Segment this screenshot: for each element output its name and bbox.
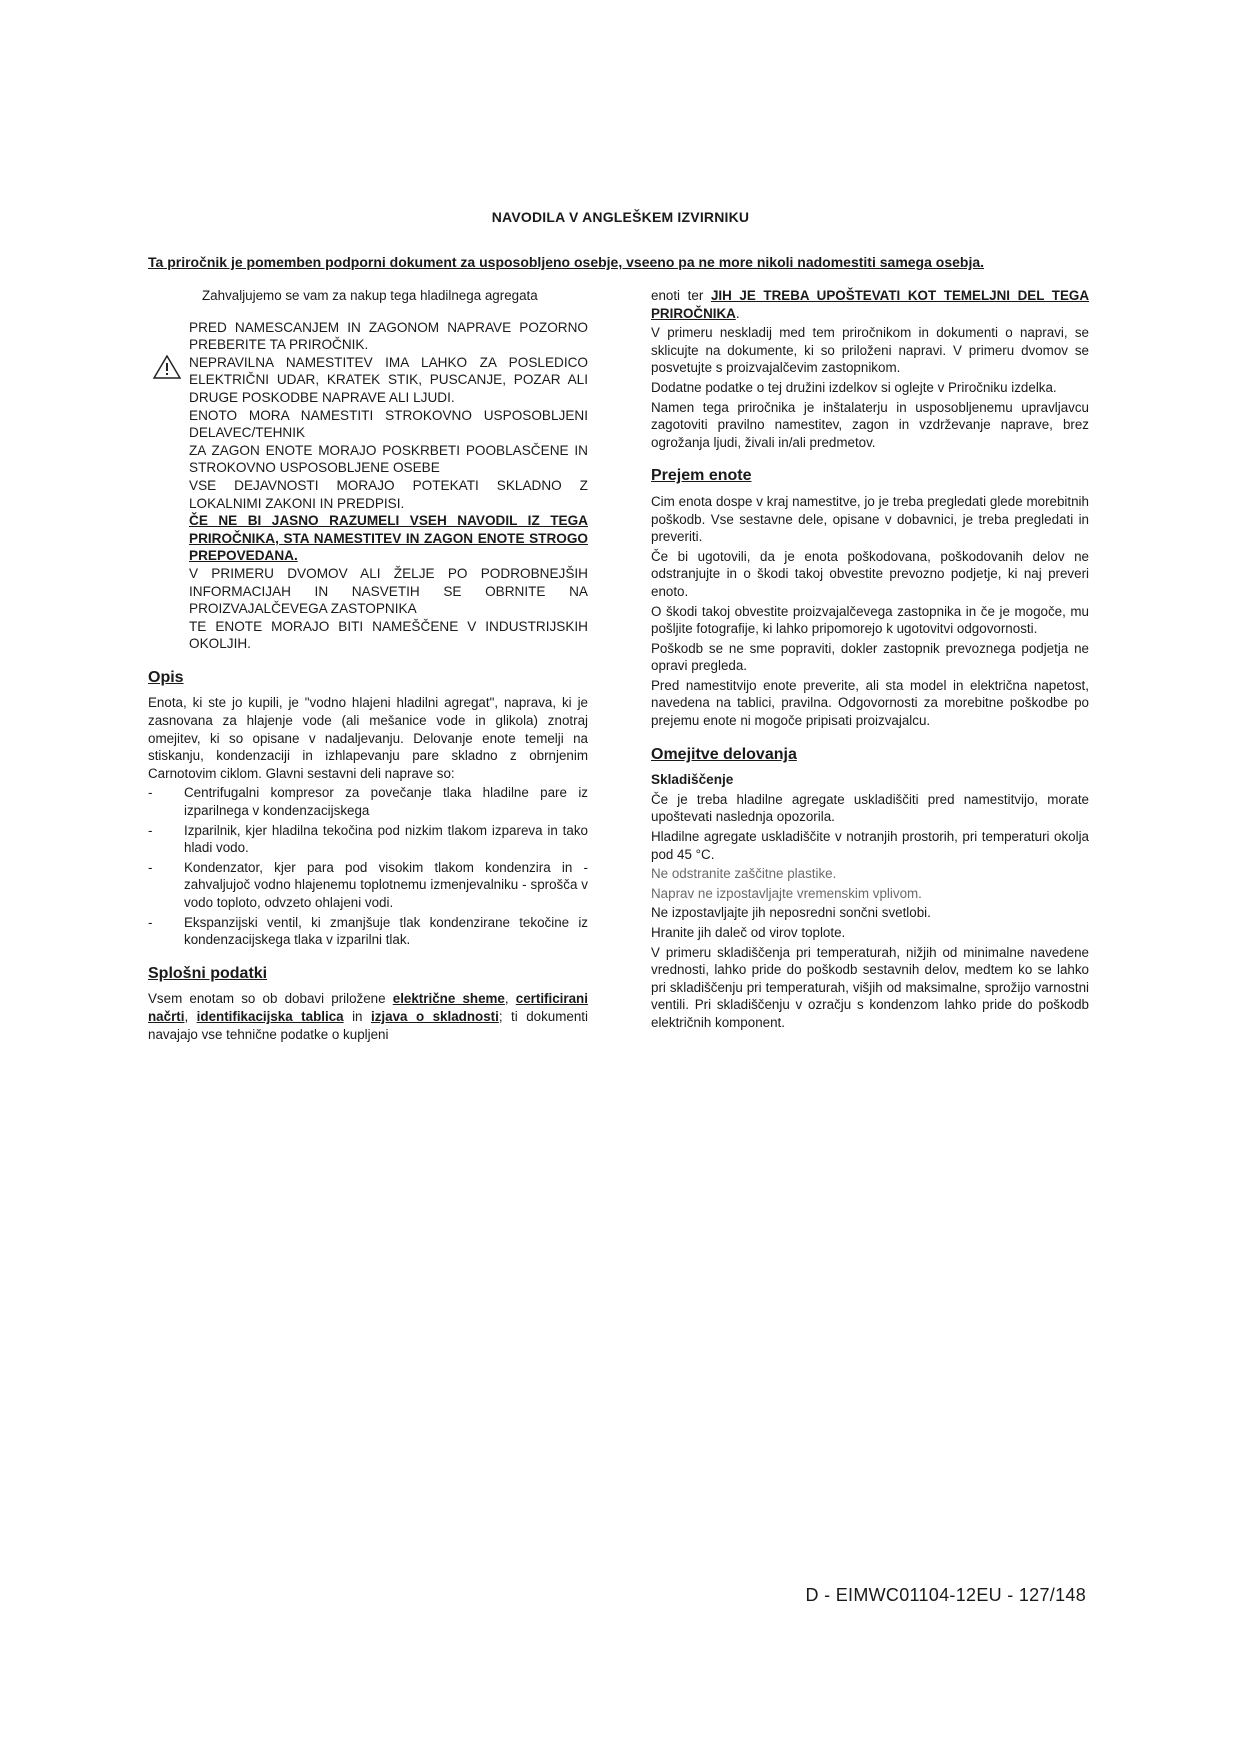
paragraph: Če je treba hladilne agregate uskladiščiti pred namestitvijo, morate upoštevati naslednja opozorila. (651, 791, 1089, 825)
safety-warning-block (148, 319, 588, 653)
continuation-text: enoti ter JIH JE TREBA UPOŠTEVATI KOT TEMELJNI DEL TEGA PRIROČNIKA. (651, 288, 1090, 321)
left-column (148, 287, 588, 1045)
warning-line: ENOTO MORA NAMESTITI STROKOVNO USPOSOBLJENI DELAVEC/TEHNIK (189, 407, 588, 441)
warning-line: ZA ZAGON ENOTE MORAJO POSKRBETI POOBLASČENE IN STROKOVNO USPOSOBLJENE OSEBE (189, 442, 588, 476)
page-footer: D - EIMWC01104-12EU - 127/148 (805, 1585, 1086, 1605)
subsection-heading-skladiscenje: Skladiščenje (651, 772, 734, 788)
paragraph: V primeru skladiščenja pri temperaturah, nižjih od minimalne navedene vrednosti, lahko pride do poškodb sestavnih delov, medtem ko se lahko pri skladiščenju pri temperaturah, višjih od maksimalne, sprožijo varnostni ventili. Pri skladiščenju v ozračju s kondenzom lahko pride do poškodb električnih komponent. (651, 944, 1089, 1030)
warning-line: V PRIMERU DVOMOV ALI ŽELJE PO PODROBNEJŠIH INFORMACIJAH IN NASVETIH SE OBRNITE NA PROIZVAJALČEVEGA ZASTOPNIKA (189, 565, 588, 617)
intro-statement: Ta priročnik je pomemben podporni dokument za usposobljeno osebje, vseeno pa ne more nikoli nadomestiti samega osebja. (148, 254, 985, 270)
section-heading-opis: Opis (148, 668, 184, 686)
warning-triangle-icon (153, 355, 181, 379)
list-item: - Izparilnik, kjer hladilna tekočina pod nizkim tlakom izpareva in tako hladi vodo. (148, 822, 588, 856)
section-heading-prejem-enote: Prejem enote (651, 467, 752, 485)
paragraph: Namen tega priročnika je inštalaterju in usposobljenemu upravljavcu zagotoviti pravilno namestitev, zagon in vzdrževanje naprave, brez ogrožanja ljudi, živali in/ali predmetov. (651, 399, 1089, 450)
warning-line: TE ENOTE MORAJO BITI NAMEŠČENE V INDUSTRIJSKIH OKOLJIH. (189, 618, 588, 652)
section-heading-splosni-podatki: Splošni podatki (148, 964, 268, 982)
paragraph: Ne odstranite zaščitne plastike. (651, 866, 837, 882)
paragraph: V primeru neskladij med tem priročnikom in dokumenti o napravi, se sklicujte na dokumente, ki so priloženi napravi. V primeru dvomov se posvetujte s proizvajalčevim zastopnikom. (651, 325, 1089, 376)
paragraph: O škodi takoj obvestite proizvajalčevega zastopnika in če je mogoče, mu pošljite fotografije, ki lahko pripomorejo k ugotovitvi odgovornosti. (651, 603, 1089, 637)
paragraph: Ne izpostavljajte jih neposredni sončni svetlobi. (651, 905, 931, 921)
paragraph: Hladilne agregate uskladiščite v notranjih prostorih, pri temperaturi okolja pod 45 °C. (651, 829, 1089, 862)
component-list (148, 784, 588, 948)
thanks-line: Zahvaljujemo se vam za nakup tega hladilnega agregata (202, 288, 538, 303)
paragraph: Cim enota dospe v kraj namestitve, jo je treba pregledati glede morebitnih poškodb. Vse sestavne dele, opisane v dobavnici, je treba pregledati in preveriti. (651, 493, 1089, 545)
paragraph: Poškodb se ne sme popraviti, dokler zastopnik prevoznega podjetja ne opravi pregleda. (651, 640, 1089, 674)
paragraph: Hranite jih daleč od virov toplote. (651, 925, 846, 940)
splosni-text: Vsem enotam so ob dobavi priložene električne sheme, certificirani načrti, identifikacijska tablica in izjava o skladnosti; ti dokumenti navajajo vse tehnične podatke o kupljeni (148, 991, 589, 1042)
opis-text: Enota, ki ste jo kupili, je "vodno hlajeni hladilni agregat", naprava, ki je zasnovana za hlajenje vode (ali mešanice vode in glikola) znotraj omejitev, ki so opisane v nadaljevanju. Delovanje enote temelji na stiskanju, kondenzaciji in izhlapevanju pare skladno z obrnjenim Carnotovim ciklom. Glavni sestavni deli naprave so: (148, 695, 588, 781)
warning-line: NEPRAVILNA NAMESTITEV IMA LAHKO ZA POSLEDICO ELEKTRIČNI UDAR, KRATEK STIK, PUSCANJE, POZAR ALI DRUGE POSKODBE NAPRAVE ALI LJUDI. (189, 354, 588, 405)
list-item: - Centrifugalni kompresor za povečanje tlaka hladilne pare iz izparilnega v kondenzacijskega (148, 785, 588, 819)
warning-prohibition: ČE NE BI JASNO RAZUMELI VSEH NAVODIL IZ TEGA PRIROČNIKA, STA NAMESTITEV IN ZAGON ENOTE STROGO PREPOVEDANA. (189, 513, 588, 564)
paragraph: Pred namestitvijo enote preverite, ali sta model in električna napetost, navedena na tablici, pravilna. Odgovornosti za morebitne poškodbe po prejemu enote ni mogoče pripisati proizvajalcu. (651, 677, 1089, 729)
warning-line: VSE DEJAVNOSTI MORAJO POTEKATI SKLADNO Z LOKALNIMI ZAKONI IN PREDPISI. (189, 477, 588, 511)
list-item: - Ekspanzijski ventil, ki zmanjšuje tlak kondenzirane tekočine iz kondenzacijskega tlaka v izparilni tlak. (148, 914, 588, 948)
paragraph: Naprav ne izpostavljajte vremenskim vplivom. (651, 885, 922, 901)
section-heading-omejitve-delovanja: Omejitve delovanja (651, 745, 797, 763)
page-title: NAVODILA V ANGLEŠKEM IZVIRNIKU (491, 209, 750, 225)
paragraph: Dodatne podatke o tej družini izdelkov si oglejte v Priročniku izdelka. (651, 379, 1057, 395)
list-item: - Kondenzator, kjer para pod visokim tlakom kondenzira in - zahvaljujoč vodno hlajenemu toplotnemu izmenjevalniku - sprošča v vodo toploto, odvzeto ohlajeni vodi. (148, 859, 588, 910)
warning-line: PRED NAMESCANJEM IN ZAGONOM NAPRAVE POZORNO PREBERITE TA PRIROČNIK. (189, 319, 588, 353)
paragraph: Če bi ugotovili, da je enota poškodovana, poškodovanih delov ne odstranjujte in o škodi takoj obvestite prevozno podjetje, ki naj preveri enoto. (651, 548, 1089, 599)
right-column (651, 287, 1089, 1034)
